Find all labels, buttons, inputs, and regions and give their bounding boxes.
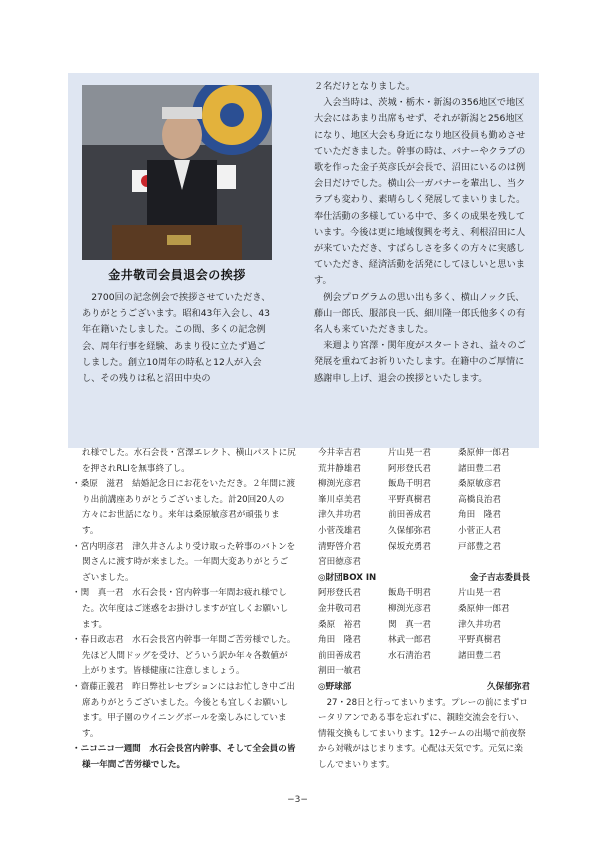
message-item: れ様でした。水石会長・宮澤エレクト、横山パストに尻を押されRLIを無事終了し。 [82,448,296,474]
member-name: 小菅茂雄君 [318,525,361,536]
member-name: 水石清治君 [388,650,431,661]
member-name: 戸部豊之君 [458,541,501,552]
member-name: 諸田豊二君 [458,650,501,661]
member-name: 荒井静雄君 [318,463,361,474]
speaker-photo [82,85,272,260]
names-row [318,493,530,509]
message-item: ・宮内明彦君 津久井さんより受け取った幹事のバトンを関さんに渡す時が来ました。一年間大変ありがとうございました。 [72,541,296,583]
message-item: ・齋藤正義君 昨日弊社レセプションにはお忙しき中ご出席ありがとうございました。今後とも宜しくお願いします。甲子園のウイニングボールを楽しみにしています。 [72,681,295,739]
member-name: 林武一郎君 [388,635,431,646]
foundation-box-heading [318,571,530,587]
names-row [318,555,530,571]
names-row [318,462,530,478]
page-number: −3− [287,795,308,805]
member-name: 金井敬司君 [318,603,361,614]
message-item-highlight: ・ニコニコ一週間 水石会長宮内幹事、そして全会員の皆様一年間ご苦労様でした。 [72,744,296,770]
message-item: ・関 真一君 水石会長・宮内幹事一年間お疲れ様でした。次年度はご迷惑をお掛けしますが宜しくお願いします。 [72,588,289,630]
names-row [318,649,530,665]
names-row [318,524,530,540]
names-row [318,446,530,462]
names-row [318,586,530,602]
names-row [318,602,530,618]
member-name: 阿形登氏君 [388,463,431,474]
message-item: ・桑原 滋君 結婚記念日にお花をいただき。２年間に渡り出前講座ありがとうございました。計20回20人の方々にお世話になり。来年は桑原敏彦君が頑張ります。 [72,479,296,536]
names-row [318,508,530,524]
member-name: 平野真樹君 [388,494,431,505]
article-intro-paragraph [82,290,272,387]
member-name: 阿形登氏君 [318,588,361,599]
article-paragraph: 入会当時は、茨城・栃木・新潟の356地区で地区大会にはあまり出席もせず、それが新潟と256地区になり、地区大会も身近になり地区役員も勤めさせていただきました。幹事の時は、バナーやクラブの歌を作った金子英彦氏が会長で、沼田にいるのは例会日だけでした。横山公一ガバナーを輩出し、当クラブも変わり、素晴らしく発展してまいりました。奉仕活動の多様している中で、多くの成果を残しています。今後は更に地域復興を考え、利根沼田に人が来ていただき、すばらしさを多くの方々に実感していただき、経済活動を活発にしてほしいと思います。 [314,97,526,287]
member-name: 角田 隆君 [318,635,361,646]
member-name: 宮田徳彦君 [318,557,361,568]
section-chair: 金子吉志委員長 [469,572,530,583]
member-name: 津久井功君 [458,619,501,630]
baseball-text: 27・28日と行ってまいります。プレーの前にまずロータリアンである事を忘れずに、親睦交流会を行い、情報交換もしてまいります。12チームの出場で前夜祭から対戦がはじまります。心配は天気です。元気に楽しんでまいります。 [318,697,528,770]
names-row [318,540,530,556]
member-name: 久保郁弥君 [388,525,431,536]
member-name: 関 真一君 [388,619,431,630]
member-name: 片山晃一君 [388,448,431,458]
names-row [318,664,530,680]
member-name: 平野真樹君 [458,635,501,646]
member-name: 柳渕光彦君 [388,603,431,614]
member-name: 高橋良治君 [458,494,501,505]
section-label: ◎財団BOX IN [318,572,377,583]
member-name: 飯島千明君 [388,479,431,490]
member-name: 桑原 裕君 [318,619,361,630]
member-name: 桑原敏彦君 [458,479,501,490]
member-name: 片山晃一君 [458,588,501,599]
section-label: ◎野球部 [318,681,352,692]
member-name: 前田善成君 [388,510,431,521]
article-continuation [314,79,526,387]
member-name: 保坂充勇君 [388,541,431,552]
article-paragraph: 来週より宮澤・関年度がスタートされ、益々のご発展を重ねてお祈りいたします。在籍中のご厚情に感謝申し上げ、退会の挨拶といたします。 [314,340,526,384]
intro-text: 2700回の記念例会で挨拶させていただき、ありがとうございます。昭和43年入会し、43年在籍いたしました。この間、多くの記念例会、周年行事を経験、あまり役に立たず過ごしました。創立10周年の時私と12人が入会し、その残りは私と沼田中央の [82,292,271,385]
article-title: 金井敬司会員退会の挨拶 [108,268,246,282]
member-name: 桑原伸一郎君 [458,603,510,614]
baseball-heading [318,680,530,696]
member-lists [318,446,530,773]
message-item: ・春日政志君 水石会長宮内幹事一年間ご苦労様でした。先ほど人間ドッグを受け、どういう訳か年々各数値が上がります。皆様健康に注意しましょう。 [72,635,296,677]
member-name: 飯島千明君 [388,588,431,599]
section-chair: 久保郁弥君 [487,681,530,692]
member-name: 桑原伸一郎君 [458,448,510,458]
member-name: 前田善成君 [318,650,361,661]
names-row [318,633,530,649]
member-name: 小菅正人君 [458,525,501,536]
names-row [318,477,530,493]
member-name: 清野啓介君 [318,541,361,552]
member-name: 峯川卓美君 [318,494,361,505]
names-list-foundation [318,586,530,680]
member-name: 角田 隆君 [458,510,501,521]
member-name: 諸田豊二君 [458,463,501,474]
member-name: 津久井功君 [318,510,361,521]
member-name: 柳渕光彦君 [318,479,361,490]
article-paragraph: 例会プログラムの思い出も多く、横山ノック氏、藤山一郎氏、服部良一氏、細川隆一郎氏他多くの有名人も来ていただきました。 [314,291,526,336]
niconico-messages [72,446,296,773]
member-name: 今井幸吉君 [318,448,361,458]
article-paragraph: ２名だけとなりました。 [314,81,416,92]
names-row [318,618,530,634]
member-name: 割田一敏君 [318,666,361,677]
names-list-top [318,446,530,571]
